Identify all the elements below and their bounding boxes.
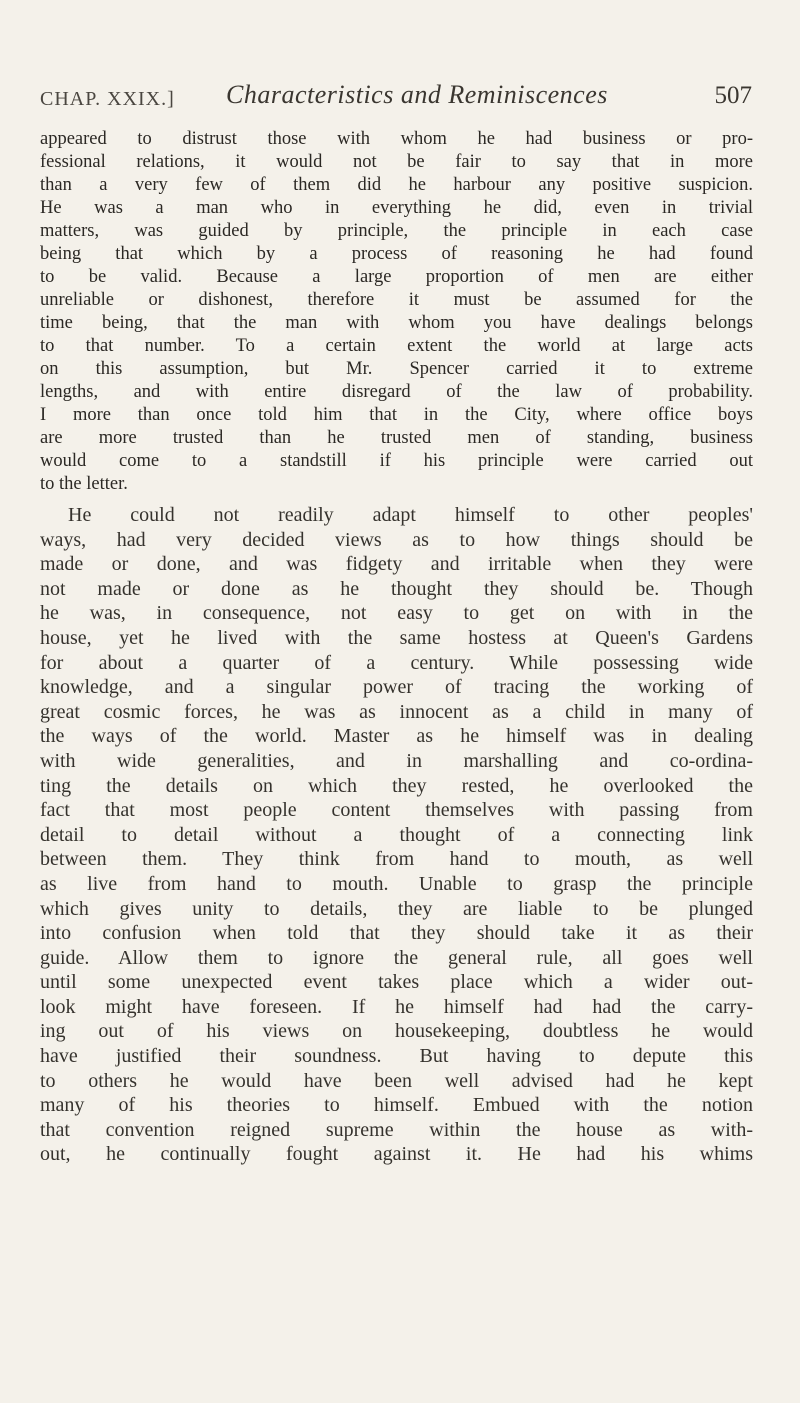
text-line: not made or done as he thought they should be. Though	[40, 577, 753, 600]
text-line: being that which by a process of reasoning he had found	[40, 244, 753, 264]
text-line: fessional relations, it would not be fair to say that in more	[40, 152, 753, 172]
text-line: matters, was guided by principle, the principle in each case	[40, 221, 753, 241]
text-line: are more trusted than he trusted men of standing, business	[40, 428, 753, 448]
text-line: which gives unity to details, they are liable to be plunged	[40, 897, 753, 920]
running-head	[40, 80, 752, 114]
text-line: made or done, and was fidgety and irritable when they were	[40, 553, 753, 576]
page-number: 507	[714, 82, 752, 109]
text-line: with wide generalities, and in marshalling and co-ordina-	[40, 749, 753, 772]
text-line: many of his theories to himself. Embued with the notion	[40, 1094, 753, 1117]
text-line: appeared to distrust those with whom he had business or pro-	[40, 129, 753, 149]
text-line: house, yet he lived with the same hostess at Queen's Gardens	[40, 626, 753, 649]
text-line: until some unexpected event takes place which a wider out-	[40, 971, 753, 994]
text-line: for about a quarter of a century. While possessing wide	[40, 651, 753, 674]
text-line: ing out of his views on housekeeping, doubtless he would	[40, 1020, 753, 1043]
text-line: look might have foreseen. If he himself had had the carry-	[40, 995, 753, 1018]
body-text	[40, 128, 753, 1167]
text-line: He could not readily adapt himself to other peoples'	[68, 504, 753, 526]
text-line: detail to detail without a thought of a connecting link	[40, 823, 753, 846]
text-line: to others he would have been well advised had he kept	[40, 1069, 753, 1092]
text-line: on this assumption, but Mr. Spencer carried it to extreme	[40, 359, 753, 379]
text-line: would come to a standstill if his principle were carried out	[40, 451, 753, 471]
text-line: ting the details on which they rested, he overlooked the	[40, 774, 753, 797]
text-line: that convention reigned supreme within the house as with-	[40, 1118, 753, 1141]
paragraph	[40, 128, 753, 496]
text-line: knowledge, and a singular power of tracing the working of	[40, 676, 753, 699]
text-line: he was, in consequence, not easy to get on with in the	[40, 602, 753, 625]
text-line: into confusion when told that they should take it as their	[40, 922, 753, 945]
running-title: Characteristics and Reminiscences	[226, 80, 608, 109]
paragraph	[40, 503, 753, 1167]
text-line: the ways of the world. Master as he himself was in dealing	[40, 725, 753, 748]
text-line: lengths, and with entire disregard of the law of probability.	[40, 382, 753, 402]
text-line: time being, that the man with whom you have dealings belongs	[40, 313, 753, 333]
text-line: have justified their soundness. But having to depute this	[40, 1045, 753, 1068]
text-line: as live from hand to mouth. Unable to grasp the principle	[40, 872, 753, 895]
text-line: fact that most people content themselves with passing from	[40, 799, 753, 822]
text-line: ways, had very decided views as to how things should be	[40, 528, 753, 551]
text-line: to be valid. Because a large proportion of men are either	[40, 267, 753, 287]
chapter-label: CHAP. XXIX.]	[40, 88, 175, 110]
text-line: guide. Allow them to ignore the general rule, all goes well	[40, 946, 753, 969]
text-line: great cosmic forces, he was as innocent as a child in many of	[40, 700, 753, 723]
text-line: unreliable or dishonest, therefore it must be assumed for the	[40, 290, 753, 310]
text-line: He was a man who in everything he did, even in trivial	[40, 198, 753, 218]
text-line: than a very few of them did he harbour any positive suspicion.	[40, 175, 753, 195]
text-line: I more than once told him that in the City, where office boys	[40, 405, 753, 425]
text-line: to the letter.	[40, 474, 128, 494]
text-line: to that number. To a certain extent the world at large acts	[40, 336, 753, 356]
text-line: out, he continually fought against it. He had his whims	[40, 1143, 753, 1166]
text-line: between them. They think from hand to mouth, as well	[40, 848, 753, 871]
